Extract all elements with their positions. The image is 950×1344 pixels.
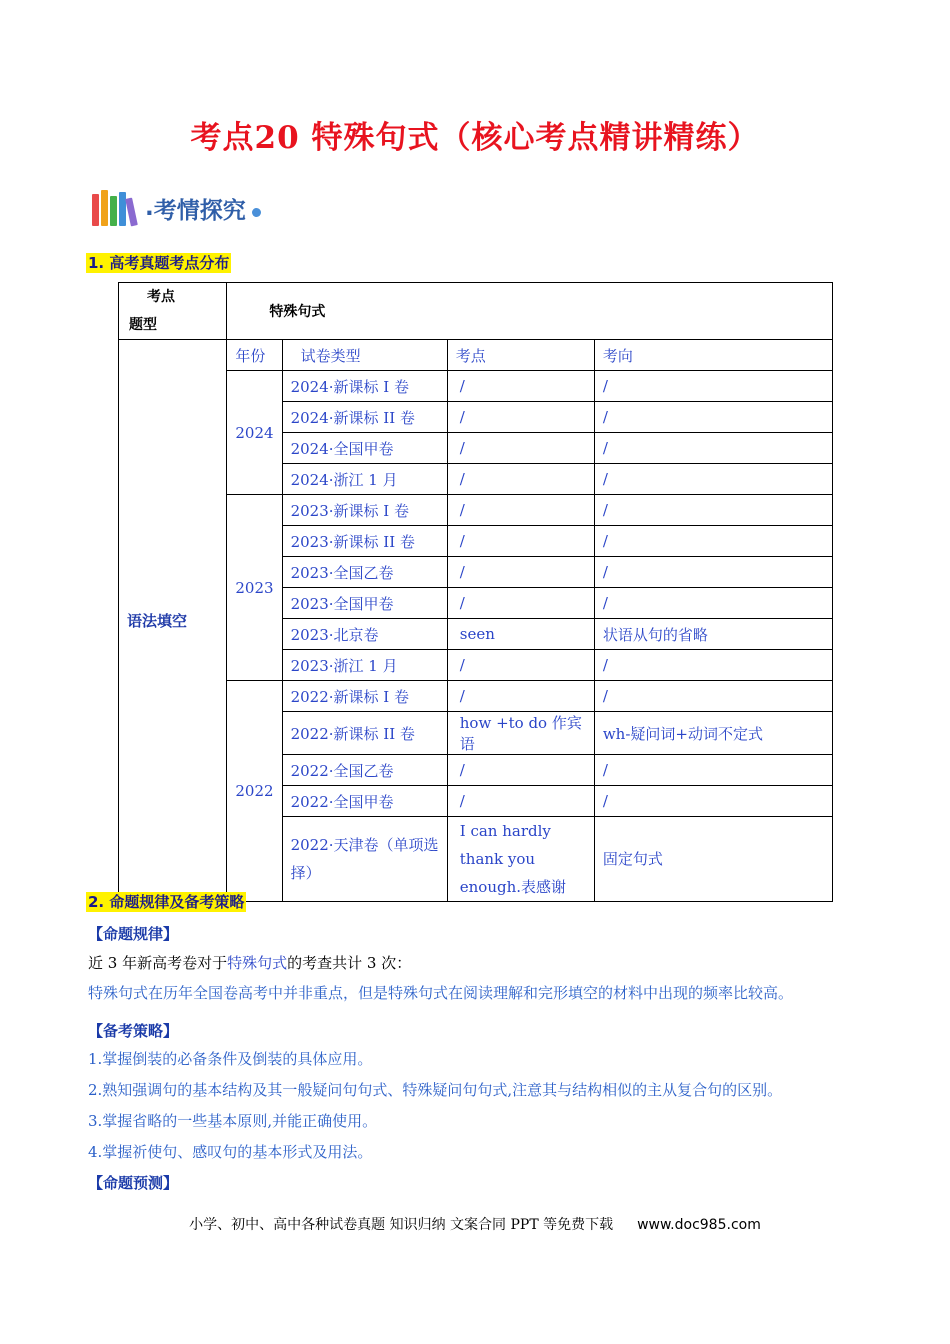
point-cell: / (447, 464, 594, 495)
point-cell: / (447, 557, 594, 588)
paper-cell: 2023·全国乙卷 (282, 557, 447, 588)
column-header-row (119, 340, 833, 371)
year-cell: 2022 (227, 681, 282, 902)
point-cell: I can hardly thank you enough.表感谢 (447, 817, 594, 902)
paper-cell: 2023·新课标 I 卷 (282, 495, 447, 526)
paper-cell: 2024·新课标 I 卷 (282, 371, 447, 402)
direction-cell: / (594, 755, 832, 786)
col-header-3: 考向 (594, 340, 832, 371)
exam-distribution-table (118, 282, 833, 902)
direction-cell: / (594, 588, 832, 619)
point-cell: / (447, 681, 594, 712)
point-cell: / (447, 495, 594, 526)
paper-cell: 2023·北京卷 (282, 619, 447, 650)
strategy-2: 2.熟知强调句的基本结构及其一般疑问句句式、特殊疑问句句式,注意其与结构相似的主从复合句的区别。 (88, 1081, 783, 1099)
point-cell: / (447, 402, 594, 433)
direction-cell: 固定句式 (594, 817, 832, 902)
direction-cell: / (594, 433, 832, 464)
rule-line-1 (88, 952, 411, 974)
paper-cell: 2022·全国甲卷 (282, 786, 447, 817)
direction-cell: / (594, 526, 832, 557)
paper-cell: 2023·浙江 1 月 (282, 650, 447, 681)
section-banner: . 考情探究 (92, 186, 261, 230)
point-cell: how +to do 作宾语 (447, 712, 594, 755)
col-header-0: 年份 (227, 340, 282, 371)
dot-icon (252, 208, 261, 217)
topic-header-cell: 特殊句式 (227, 283, 833, 340)
section1-heading: 1. 高考真题考点分布 (88, 254, 230, 272)
point-cell: seen (447, 619, 594, 650)
paper-cell: 2022·新课标 II 卷 (282, 712, 447, 755)
direction-cell: / (594, 650, 832, 681)
point-cell: / (447, 371, 594, 402)
rule-suffix: 的考查共计 3 次： (287, 954, 412, 972)
footer-text: 小学、初中、高中各种试卷真题 知识归纳 文案合同 PPT 等免费下载 (189, 1217, 614, 1233)
corner-header-cell (119, 283, 227, 340)
direction-cell: / (594, 371, 832, 402)
rule-line-2: 特殊句式在历年全国卷高考中并非重点，但是特殊句式在阅读理解和完形填空的材料中出现的频率比较高。 (88, 984, 794, 1002)
direction-cell: wh-疑问词+动词不定式 (594, 712, 832, 755)
page-title: 考点20 特殊句式（核心考点精讲精练） (190, 120, 760, 156)
point-cell: / (447, 433, 594, 464)
footer-url: www.doc985.com (637, 1217, 761, 1233)
books-icon (92, 190, 137, 226)
section2-heading: 2. 命题规律及备考策略 (88, 893, 245, 911)
direction-cell: / (594, 464, 832, 495)
col-header-2: 考点 (447, 340, 594, 371)
paper-cell: 2024·新课标 II 卷 (282, 402, 447, 433)
table-header-row (119, 283, 833, 340)
direction-cell: 状语从句的省略 (594, 619, 832, 650)
page-footer (0, 1214, 950, 1234)
rule-highlight: 特殊句式 (227, 954, 288, 972)
paper-cell: 2024·浙江 1 月 (282, 464, 447, 495)
rule-label: 【命题规律】 (88, 925, 179, 943)
rule-prefix: 近 3 年新高考卷对于 (88, 954, 228, 972)
header-label-topic: 考点 (147, 289, 175, 305)
col-header-1: 试卷类型 (282, 340, 447, 371)
direction-cell: / (594, 681, 832, 712)
direction-cell: / (594, 402, 832, 433)
point-cell: / (447, 526, 594, 557)
paper-cell: 2022·新课标 I 卷 (282, 681, 447, 712)
point-cell: / (447, 755, 594, 786)
point-cell: / (447, 588, 594, 619)
strategy-3: 3.掌握省略的一些基本原则,并能正确使用。 (88, 1112, 378, 1130)
banner-title: 考情探究 (153, 197, 246, 224)
direction-cell: / (594, 786, 832, 817)
year-cell: 2024 (227, 371, 282, 495)
strategy-4: 4.掌握祈使句、感叹句的基本形式及用法。 (88, 1143, 373, 1161)
paper-cell: 2023·全国甲卷 (282, 588, 447, 619)
year-cell: 2023 (227, 495, 282, 681)
paper-cell: 2023·新课标 II 卷 (282, 526, 447, 557)
header-label-type: 题型 (129, 317, 157, 333)
strategy-1: 1.掌握倒装的必备条件及倒装的具体应用。 (88, 1050, 373, 1068)
type-label-cell: 语法填空 (119, 340, 227, 902)
forecast-label: 【命题预测】 (88, 1174, 179, 1192)
paper-cell: 2024·全国甲卷 (282, 433, 447, 464)
direction-cell: / (594, 557, 832, 588)
point-cell: / (447, 786, 594, 817)
paper-cell: 2022·全国乙卷 (282, 755, 447, 786)
point-cell: / (447, 650, 594, 681)
strategy-label: 【备考策略】 (88, 1022, 179, 1040)
paper-cell: 2022·天津卷（单项选择） (282, 817, 447, 902)
direction-cell: / (594, 495, 832, 526)
